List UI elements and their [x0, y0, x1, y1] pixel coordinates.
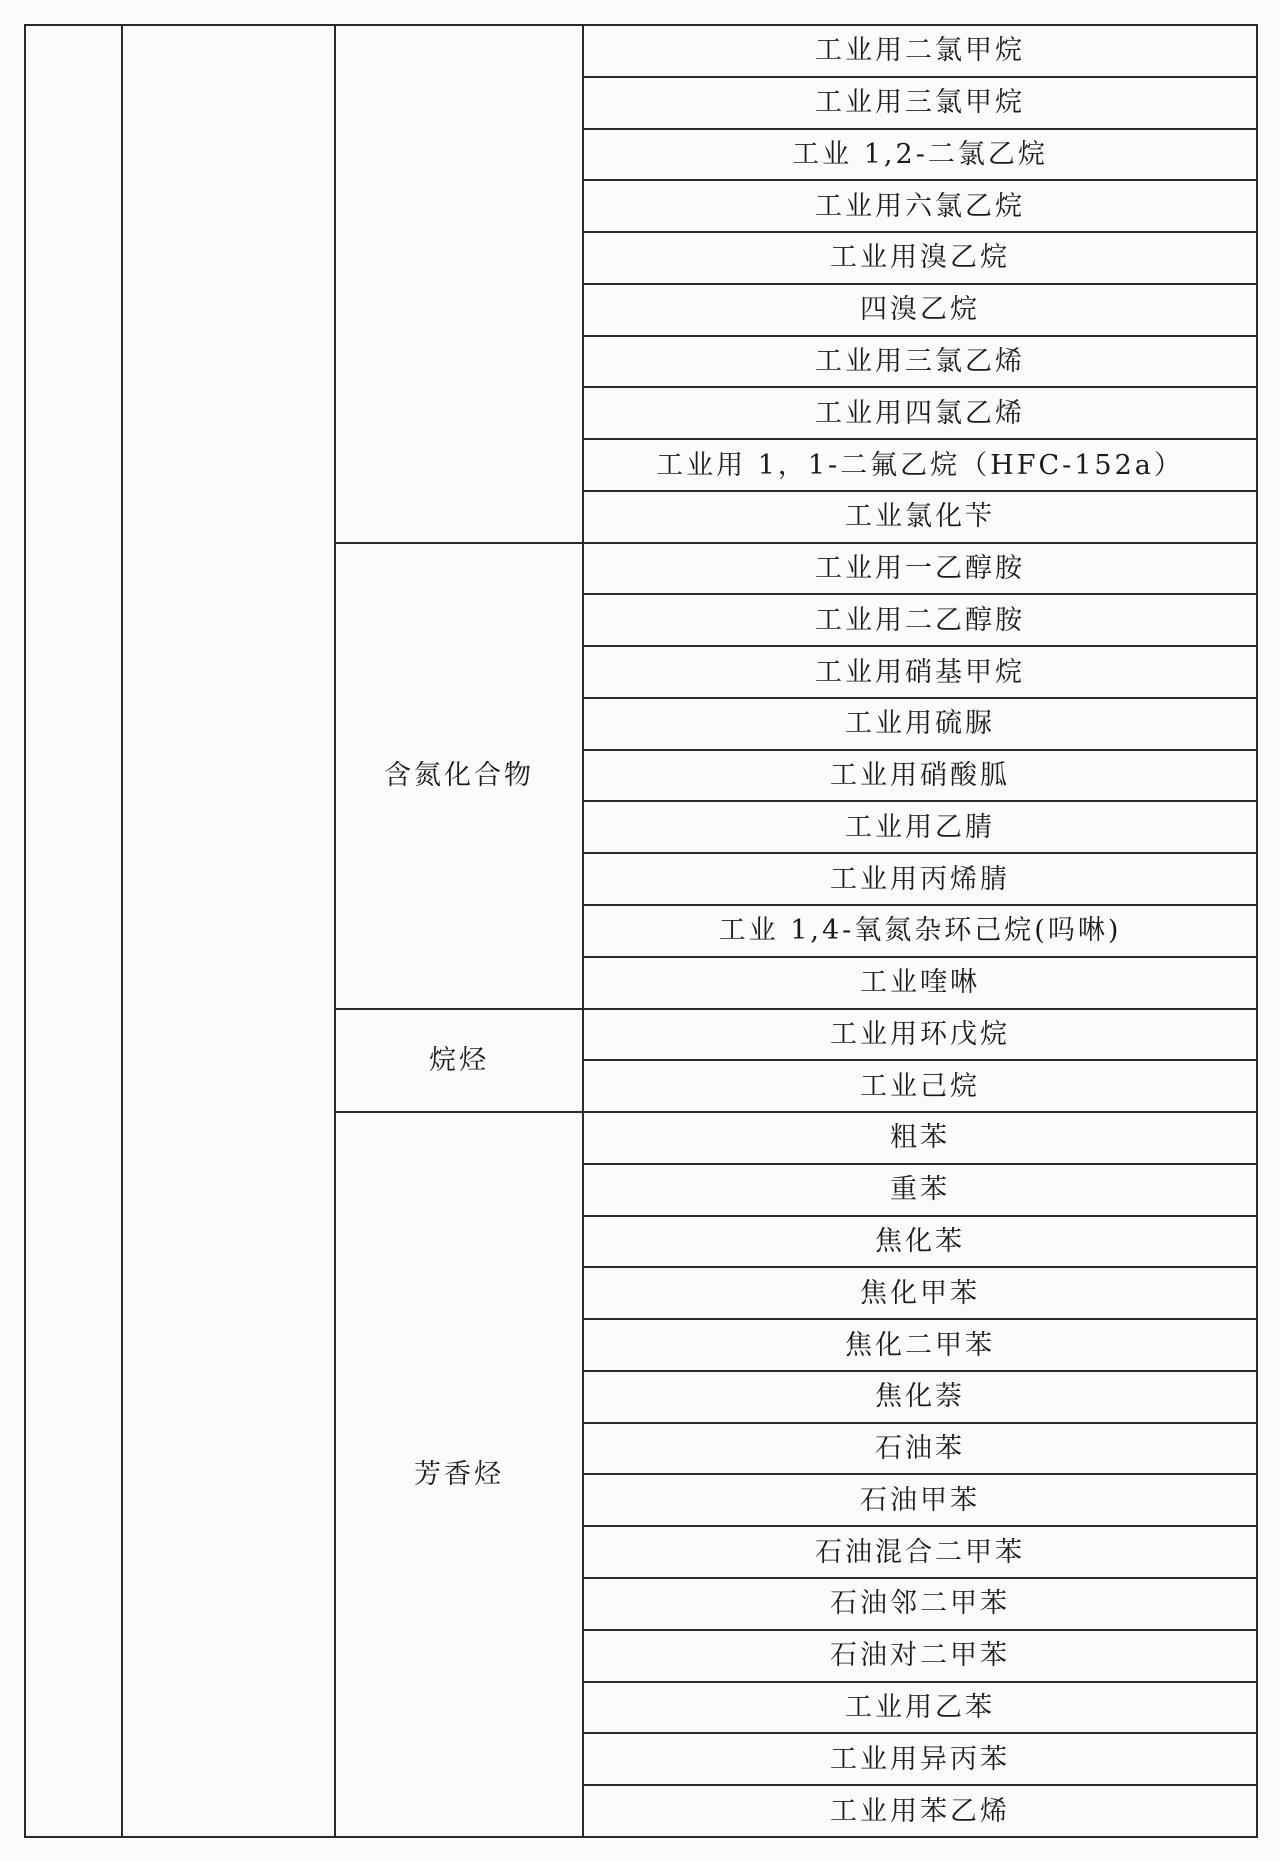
product-name-cell: 工业用三氯甲烷 — [583, 77, 1257, 129]
product-name-cell: 工业用乙苯 — [583, 1682, 1257, 1734]
product-name-cell: 工业用苯乙烯 — [583, 1785, 1257, 1837]
product-name-cell: 工业用溴乙烷 — [583, 232, 1257, 284]
category-cell — [335, 25, 583, 543]
product-name-cell: 工业用丙烯腈 — [583, 853, 1257, 905]
product-name-cell: 焦化苯 — [583, 1216, 1257, 1268]
product-name-cell: 工业用异丙苯 — [583, 1733, 1257, 1785]
product-name-cell: 四溴乙烷 — [583, 284, 1257, 336]
category-cell: 含氮化合物 — [335, 543, 583, 1009]
product-name-cell: 工业用二乙醇胺 — [583, 594, 1257, 646]
product-name-cell: 焦化萘 — [583, 1371, 1257, 1423]
product-name-cell: 工业用一乙醇胺 — [583, 543, 1257, 595]
product-name-cell: 工业氯化苄 — [583, 491, 1257, 543]
product-name-cell: 石油对二甲苯 — [583, 1630, 1257, 1682]
category-cell: 烷烃 — [335, 1009, 583, 1113]
product-name-cell: 工业用三氯乙烯 — [583, 336, 1257, 388]
product-name-cell: 粗苯 — [583, 1112, 1257, 1164]
product-name-cell: 焦化二甲苯 — [583, 1319, 1257, 1371]
table-row — [25, 25, 1257, 77]
product-name-cell: 工业用环戊烷 — [583, 1009, 1257, 1061]
table-body — [25, 25, 1257, 1837]
product-name-cell: 工业用二氯甲烷 — [583, 25, 1257, 77]
product-name-cell: 石油甲苯 — [583, 1474, 1257, 1526]
product-name-cell: 工业己烷 — [583, 1060, 1257, 1112]
product-name-cell: 工业 1,4-氧氮杂环己烷(吗啉) — [583, 905, 1257, 957]
product-name-cell: 石油邻二甲苯 — [583, 1578, 1257, 1630]
product-name-cell: 工业喹啉 — [583, 957, 1257, 1009]
category-cell: 芳香烃 — [335, 1112, 583, 1837]
product-name-cell: 石油混合二甲苯 — [583, 1526, 1257, 1578]
product-name-cell: 工业用 1，1-二氟乙烷（HFC-152a） — [583, 439, 1257, 491]
product-name-cell: 工业用乙腈 — [583, 801, 1257, 853]
product-name-cell: 工业 1,2-二氯乙烷 — [583, 129, 1257, 181]
blank-column-2 — [122, 25, 335, 1837]
chemical-products-table — [24, 24, 1258, 1838]
product-name-cell: 石油苯 — [583, 1423, 1257, 1475]
product-name-cell: 焦化甲苯 — [583, 1267, 1257, 1319]
product-name-cell: 工业用硫脲 — [583, 698, 1257, 750]
product-name-cell: 工业用硝基甲烷 — [583, 646, 1257, 698]
blank-column-1 — [25, 25, 122, 1837]
product-name-cell: 工业用硝酸胍 — [583, 750, 1257, 802]
product-name-cell: 工业用四氯乙烯 — [583, 387, 1257, 439]
product-name-cell: 工业用六氯乙烷 — [583, 180, 1257, 232]
product-name-cell: 重苯 — [583, 1164, 1257, 1216]
